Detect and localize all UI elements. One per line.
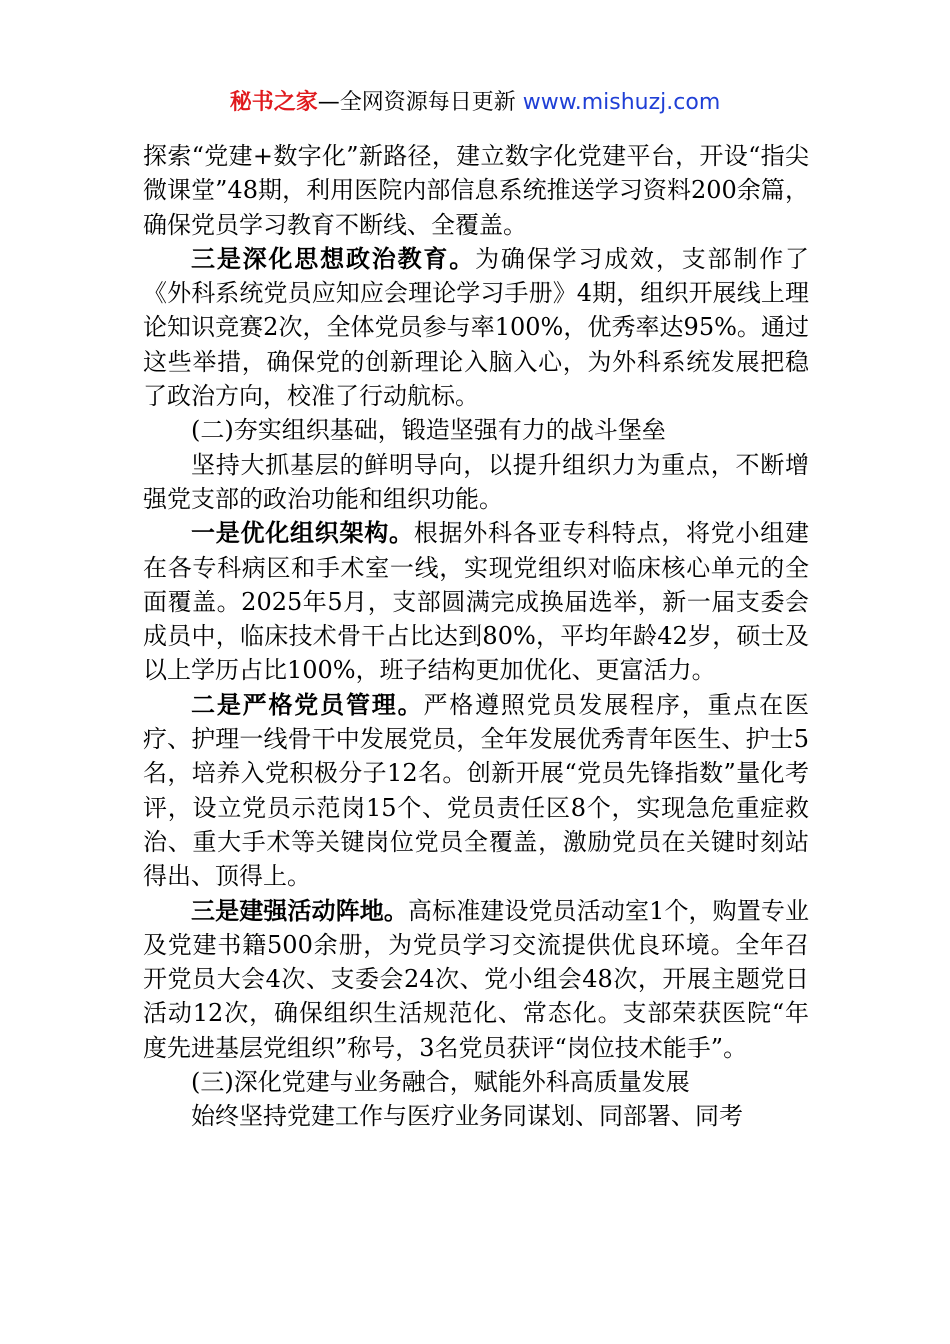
section-heading-text: (三)深化党建与业务融合，赋能外科高质量发展	[191, 1068, 690, 1097]
paragraph-activity-venue	[143, 894, 809, 1065]
paragraph-grassroots	[143, 448, 809, 517]
paragraph-text: 高标准建设党员活动室1个，购置专业及党建书籍500余册，为党员学习交流提供优良环境。全年召开党员大会4次、支委会24次、党小组会48次，开展主题党日活动12次，确保组织生活规范化、常态化。支部荣获医院“年度先进基层党组织”称号，3名党员获评“岗位技术能手”。	[143, 896, 809, 1062]
paragraph-text: 探索“党建+数字化”新路径，建立数字化党建平台，开设“指尖微课堂”48期，利用医院内部信息系统推送学习资料200余篇，确保党员学习教育不断线、全覆盖。	[143, 142, 809, 239]
paragraph-integration-start	[143, 1099, 809, 1133]
paragraph-text: 为确保学习成效，支部制作了《外科系统党员应知应会理论学习手册》4期，组织开展线上理论知识竞赛2次，全体党员参与率100%，优秀率达95%。通过这些举措，确保党的创新理论入脑入心，为外科系统发展把稳了政治方向，校准了行动航标。	[143, 244, 810, 411]
paragraph-text: 坚持大抓基层的鲜明导向，以提升组织力为重点，不断增强党支部的政治功能和组织功能。	[143, 450, 809, 513]
paragraph-lead-heading: 二是严格党员管理。	[191, 690, 424, 719]
paragraph-political-education	[143, 242, 809, 413]
document-body	[143, 139, 809, 1134]
paragraph-text: 严格遵照党员发展程序，重点在医疗、护理一线骨干中发展党员，全年发展优秀青年医生、护士5名，培养入党积极分子12名。创新开展“党员先锋指数”量化考评，设立党员示范岗15个、党员责任区8个，实现急危重症救治、重大手术等关键岗位党员全覆盖，激励党员在关键时刻站得出、顶得上。	[143, 690, 810, 891]
site-tagline: —全网资源每日更新	[317, 90, 516, 115]
section-heading-text: (二)夯实组织基础，锻造坚强有力的战斗堡垒	[191, 416, 666, 445]
paragraph-continuation	[143, 139, 809, 242]
paragraph-lead-heading: 三是深化思想政治教育。	[191, 244, 476, 273]
section-heading-organization	[143, 413, 809, 447]
site-url-link[interactable]: www.mishuzj.com	[522, 90, 721, 115]
paragraph-lead-heading: 一是优化组织架构。	[191, 519, 414, 548]
paragraph-org-structure	[143, 516, 809, 687]
paragraph-member-management	[143, 688, 809, 894]
site-brand-name: 秘书之家	[229, 90, 318, 115]
paragraph-lead-heading: 三是建强活动阵地。	[191, 896, 408, 925]
paragraph-text: 始终坚持党建工作与医疗业务同谋划、同部署、同考	[191, 1102, 743, 1131]
paragraph-text: 根据外科各亚专科特点，将党小组建在各专科病区和手术室一线，实现党组织对临床核心单元的全面覆盖。2025年5月，支部圆满完成换届选举，新一届支委会成员中，临床技术骨干占比达到80%，平均年龄42岁，硕士及以上学历占比100%，班子结构更加优化、更富活力。	[143, 519, 809, 685]
site-header-banner	[0, 86, 950, 120]
section-heading-integration	[143, 1065, 809, 1099]
